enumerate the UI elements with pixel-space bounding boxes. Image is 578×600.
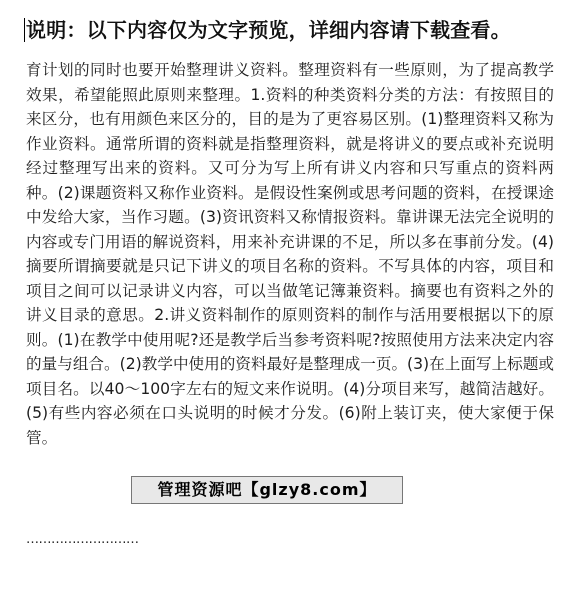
preview-notice: 说明：以下内容仅为文字预览，详细内容请下载查看。 bbox=[26, 18, 511, 42]
continuation-dots: ……………………… bbox=[26, 532, 139, 547]
document-body-text: 育计划的同时也要开始整理讲义资料。整理资料有一些原则，为了提高教学效果，希望能照此原则来整理。1.资料的种类资料分类的方法：有按照目的来区分，也有用颜色来区分的，目的是为了更容易区别。(1)整理资料又称为作业资料。通常所谓的资料就是指整理资料，就是将讲义的要点或补充说明经过整理写出来的资料。又可分为写上所有讲义内容和只写重点的资料两种。(2)课题资料又称作业资料。是假设性案例或思考问题的资料，在授课途中发给大家，当作习题。(3)资讯资料又称情报资料。靠讲课无法完全说明的内容或专门用语的解说资料，用来补充讲课的不足，所以多在事前分发。(4)摘要所谓摘要就是只记下讲义的项目名称的资料。不写具体的内容，项目和项目之间可以记录讲义内容，可以当做笔记簿兼资料。摘要也有资料之外的讲义目录的意思。2.讲义资料制作的原则资料的制作与活用要根据以下的原则。(1)在教学中使用呢?还是教学后当参考资料呢?按照使用方法来决定内容的量与组合。(2)教学中使用的资料最好是整理成一页。(3)在上面写上标题或项目名。以40～100字左右的短文来作说明。(4)分项目来写，越简洁越好。(5)有些内容必须在口头说明的时候才分发。(6)附上装订夹，使大家便于保管。 bbox=[26, 61, 554, 447]
watermark-banner: 管理资源吧【glzy8.com】 bbox=[131, 476, 403, 504]
text-cursor bbox=[24, 18, 25, 42]
